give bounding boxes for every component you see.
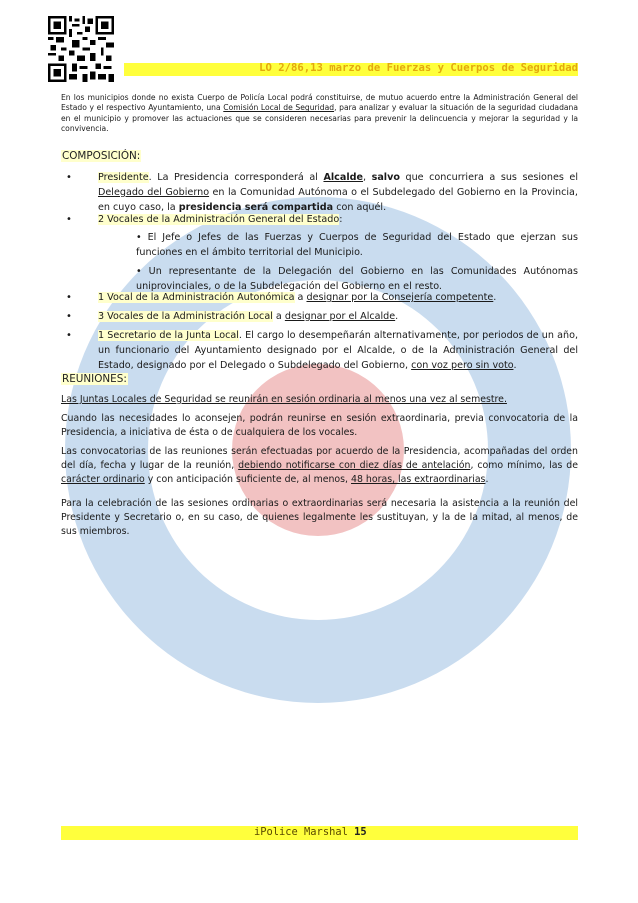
page-number: 15 [354, 826, 367, 838]
list-item-presidente: • Presidente. La Presidencia corresponderá al Alcalde, salvo que concurriera a sus sesiones el Delegado del Gobierno en la Comunidad Autónoma o el Subdelegado del Gobierno en la Provincia, en cuyo caso, la presidencia será compartida con aquél. [66, 172, 578, 213]
footer-brand: iPolice Marshal [254, 826, 348, 838]
list-item-secretario: • 1 Secretario de la Junta Local. El cargo lo desempeñarán alternativamente, por periodos de un año, un funcionario del Ayuntamiento designado por el Alcalde, o de la Administración General del Estado, designado por el Delegado o Subdelegado del Gobierno, con voz pero sin voto. [66, 330, 578, 371]
footer-label [254, 826, 367, 838]
presidente-label: Presidente [98, 172, 149, 183]
composicion-heading: COMPOSICIÓN: [62, 150, 141, 162]
reuniones-paragraph-4: Para la celebración de las sesiones ordinarias o extraordinarias será necesaria la asistencia a la reunión del Presidente y Secretario o, en su caso, de quienes legalmente les sustituyan, y la de la mitad, al menos, de sus miembros. [61, 498, 578, 537]
qr-code [48, 16, 114, 82]
reuniones-paragraph-2: Cuando las necesidades lo aconsejen, podrán reunirse en sesión extraordinaria, previa convocatoria de la Presidencia, a iniciativa de ésta o de cualquiera de los vocales. [61, 413, 578, 438]
reuniones-heading: REUNIONES: [62, 373, 127, 385]
header-title: LO 2/86,13 marzo de Fuerzas y Cuerpos de Seguridad [259, 62, 578, 74]
list-item-vocales-estado: • 2 Vocales de la Administración General del Estado: [66, 214, 343, 225]
footer-bar [61, 826, 578, 840]
sub-item-representante: • Un representante de la Delegación del Gobierno en las Comunidades Autónomas uniprovinciales, o de la Subdelegación del Gobierno en el resto. [136, 266, 578, 292]
list-item-vocal-autonomica: • 1 Vocal de la Administración Autonómica a designar por la Consejería competente. [66, 292, 497, 303]
header-bar [124, 63, 578, 76]
sub-item-jefes: • El Jefe o Jefes de las Fuerzas y Cuerpos de Seguridad del Estado que ejerzan sus funciones en el ámbito territorial del Municipio. [136, 232, 578, 258]
list-item-vocales-local: • 3 Vocales de la Administración Local a designar por el Alcalde. [66, 311, 399, 322]
reuniones-paragraph-3: Las convocatorias de las reuniones serán efectuadas por acuerdo de la Presidencia, acompañadas del orden del día, fecha y lugar de la reunión, debiendo notificarse con diez días de antelación, como mínimo, las de carácter ordinario y con anticipación suficiente de, al menos, 48 horas, las extraordinarias. [61, 446, 578, 485]
reuniones-paragraph-1: Las Juntas Locales de Seguridad se reunirán en sesión ordinaria al menos una vez al semestre. [61, 394, 507, 405]
intro-paragraph: En los municipios donde no exista Cuerpo de Policía Local podrá constituirse, de mutuo acuerdo entre la Administración General del Estado y el respectivo Ayuntamiento, una Comisión Local de Seguridad, para analizar y evaluar la situación de la seguridad ciudadana en el municipio y promover las actuaciones que se consideren necesarias para prevenir la delincuencia y mejorar la seguridad y la convivencia. [61, 93, 579, 134]
vocales-estado-label: 2 Vocales de la Administración General del Estado [98, 214, 340, 225]
comision-local-link: Comisión Local de Seguridad [223, 103, 335, 113]
